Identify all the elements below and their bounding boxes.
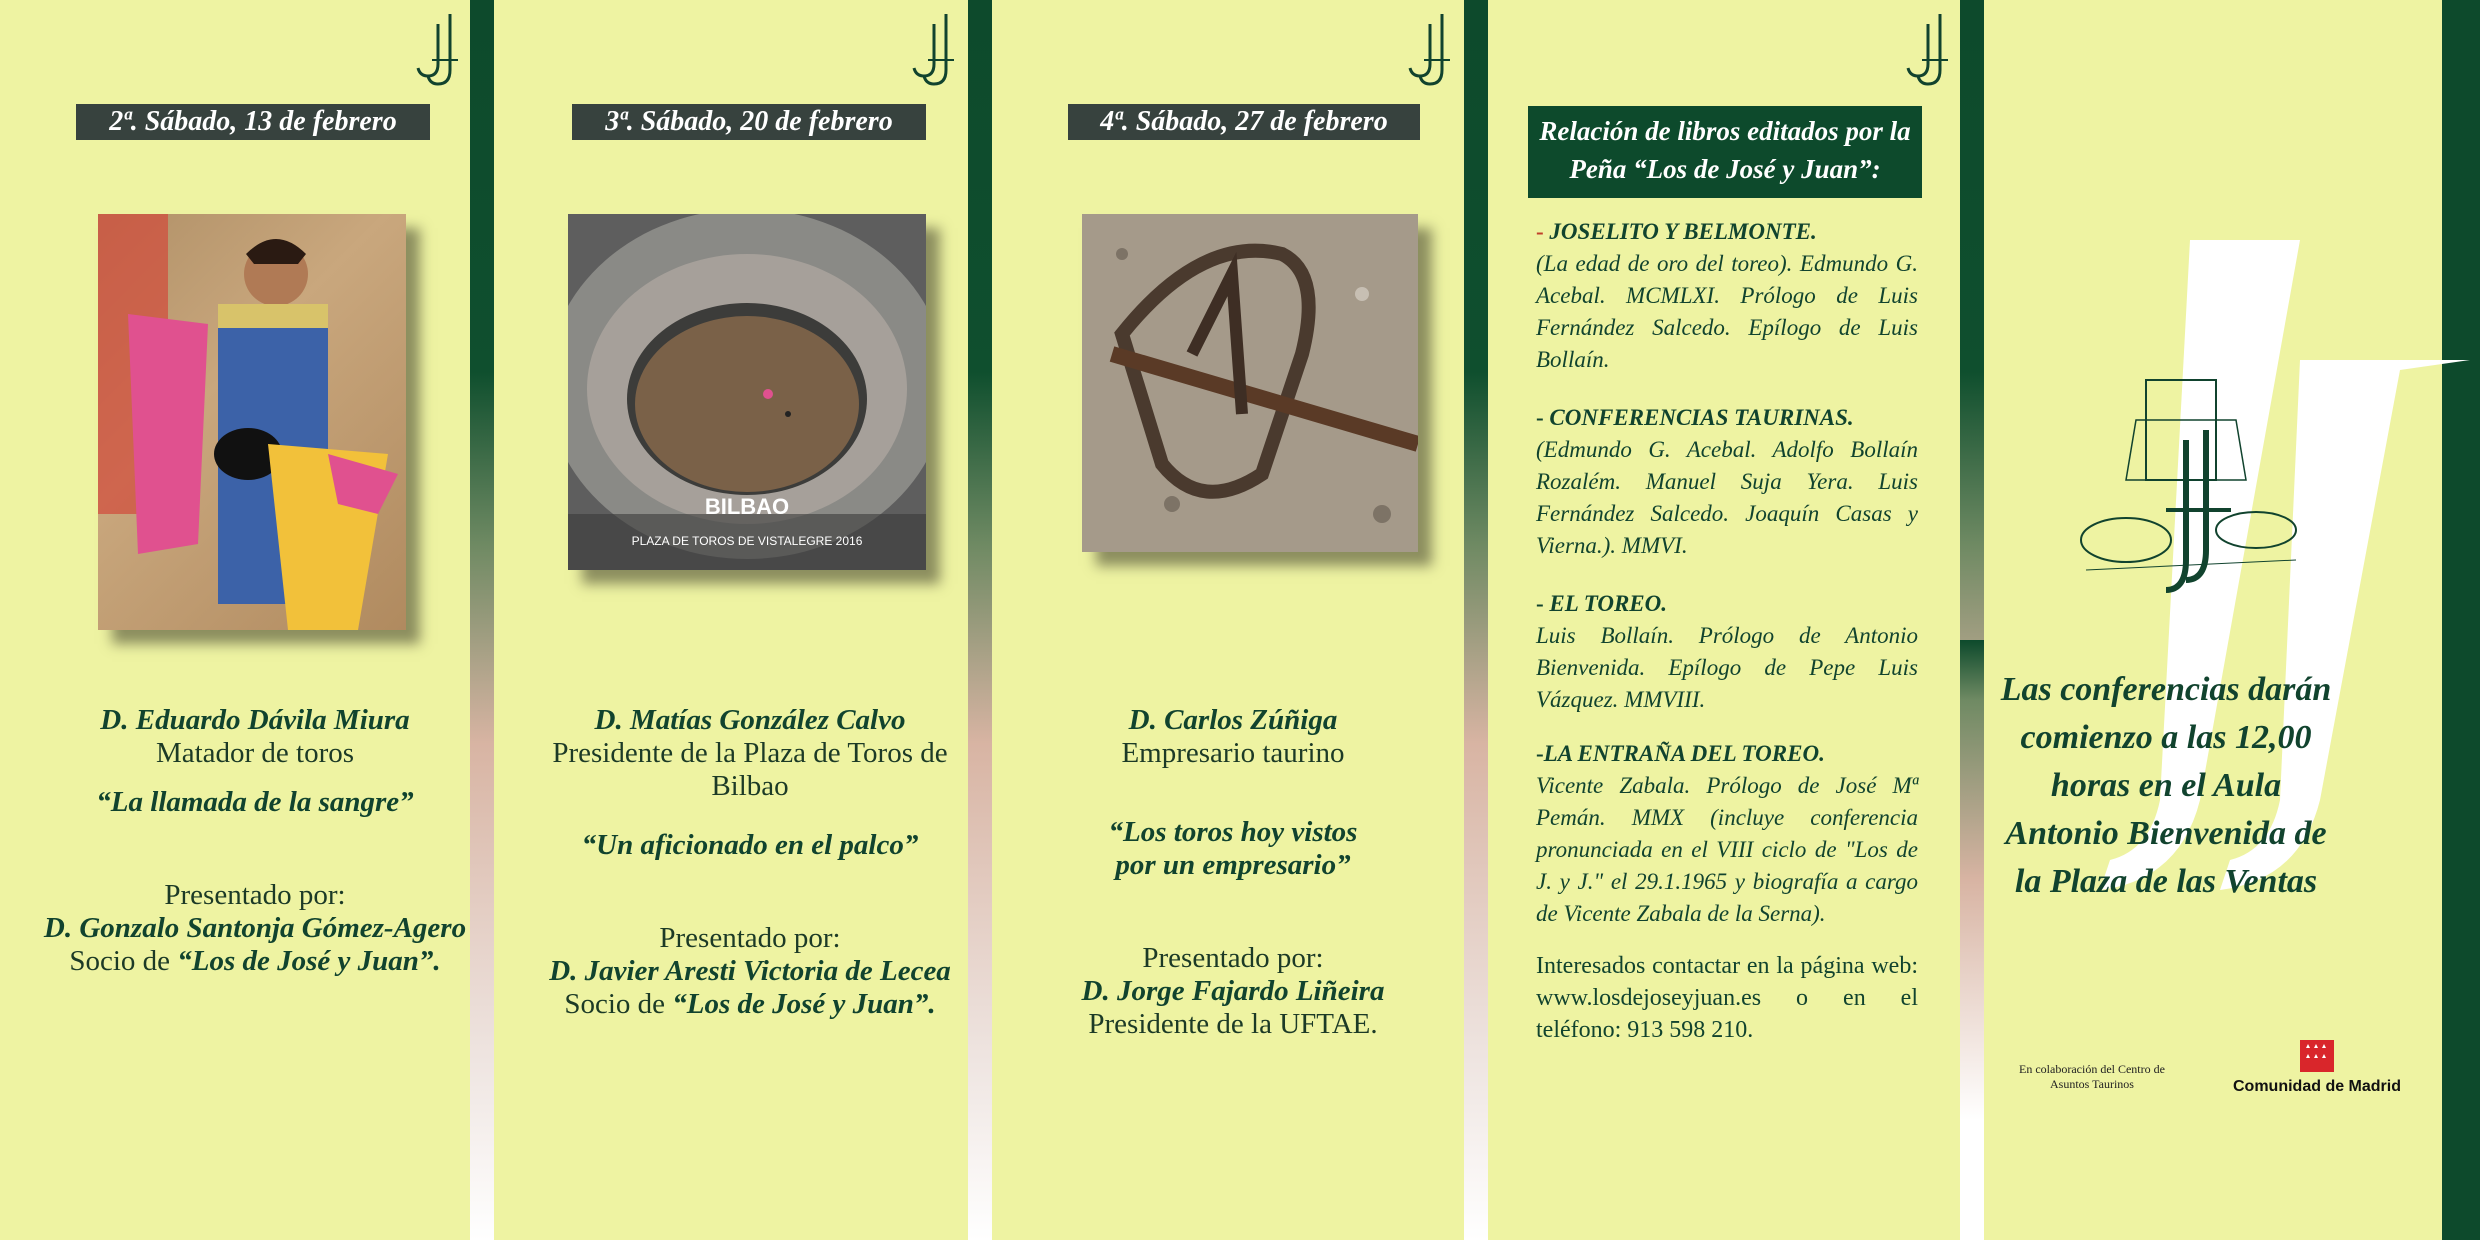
panel-stripe-1	[470, 0, 494, 1240]
presenter-role: Socio de “Los de José y Juan”.	[564, 988, 936, 1020]
collaboration-note: En colaboración del Centro de Asuntos Taurinos	[2019, 1062, 2165, 1091]
bullring-photo	[568, 214, 926, 570]
conference-time-message: Las conferencias darán comienzo a las 12,00 horas en el Aula Antonio Bienvenida de la Plaza de las Ventas	[2000, 671, 2332, 900]
talk-title: “Un aficionado en el palco”	[581, 829, 919, 861]
speaker-role: Empresario taurino	[1121, 737, 1345, 769]
speaker-name: D. Eduardo Dávila Miura	[100, 704, 410, 736]
book-item: -LA ENTRAÑA DEL TOREO. Vicente Zabala. Prólogo de José Mª Pemán. MMX (incluye conferencia pronunciada en el VIII ciclo de "Los de J. y J." el 29.1.1965 y biografía a cargo de Vicente Zabala de la Serna).	[1536, 741, 1918, 926]
books-heading: Relación de libros editados por la Peña “Los de José y Juan”:	[1528, 106, 1922, 198]
date-banner: 2ª. Sábado, 13 de febrero	[76, 104, 430, 140]
panel-stripe-3	[1464, 0, 1488, 1240]
contact-info: Interesados contactar en la página web: www.losdejoseyjuan.es o en el teléfono: 913 598 210.	[1536, 953, 1918, 1043]
bullfight-engraving-icon	[2066, 360, 2306, 600]
book-item: - JOSELITO Y BELMONTE. (La edad de oro del toreo). Edmundo G. Acebal. MCMLXI. Prólogo de Luis Fernández Salcedo. Epílogo de Luis Bollaín.	[1536, 219, 1918, 372]
photo-subcaption: PLAZA DE TOROS DE VISTALEGRE 2016	[631, 534, 863, 548]
speaker-role: Presidente de la Plaza de Toros de Bilbao	[552, 737, 948, 802]
book-item: - CONFERENCIAS TAURINAS. (Edmundo G. Acebal. Adolfo Bollaín Rozalém. Manuel Suja Yera. Luis Fernández Salcedo. Joaquín Casas y Vierna.). MMVI.	[1536, 405, 1918, 558]
bullfighter-photo	[98, 214, 406, 630]
book-item: - EL TOREO. Luis Bollaín. Prólogo de Antonio Bienvenida. Epílogo de Pepe Luis Vázquez. MMVIII.	[1536, 591, 1918, 712]
presenter-role: Presidente de la UFTAE.	[1088, 1008, 1378, 1040]
talk-title: “Los toros hoy vistos por un empresario”	[1108, 816, 1358, 881]
speaker-name: D. Carlos Zúñiga	[1128, 704, 1338, 736]
jj-logo-icon	[1404, 10, 1464, 90]
presented-label: Presentado por:	[659, 922, 841, 954]
talk-title: “La llamada de la sangre”	[96, 786, 414, 818]
jj-logo-icon	[1902, 10, 1962, 90]
jj-logo-icon	[412, 10, 472, 90]
panel-stripe-2	[968, 0, 992, 1240]
presenter-name: D. Javier Aresti Victoria de Lecea	[549, 955, 951, 987]
comunidad-madrid-logo	[2222, 1040, 2412, 1096]
presented-label: Presentado por:	[164, 879, 346, 911]
presenter-name: D. Jorge Fajardo Liñeira	[1081, 975, 1385, 1007]
sword-guard-photo	[1082, 214, 1418, 552]
speaker-role: Matador de toros	[155, 737, 355, 769]
speaker-name: D. Matías González Calvo	[594, 704, 906, 736]
jj-logo-icon	[908, 10, 968, 90]
photo-caption: BILBAO	[704, 494, 790, 519]
date-banner: 4ª. Sábado, 27 de febrero	[1068, 104, 1420, 140]
presented-label: Presentado por:	[1142, 942, 1324, 974]
speaker-block	[1030, 704, 1436, 1041]
presenter-name: D. Gonzalo Santonja Gómez-Agero	[43, 912, 467, 944]
madrid-flag-icon	[2300, 1040, 2334, 1072]
panel-stripe-5	[1960, 640, 1984, 1240]
sponsor-name: Comunidad de Madrid	[2233, 1078, 2401, 1095]
presenter-role: Socio de “Los de José y Juan”.	[69, 945, 441, 977]
date-banner: 3ª. Sábado, 20 de febrero	[572, 104, 926, 140]
speaker-block	[40, 704, 470, 978]
speaker-block	[534, 704, 966, 1021]
